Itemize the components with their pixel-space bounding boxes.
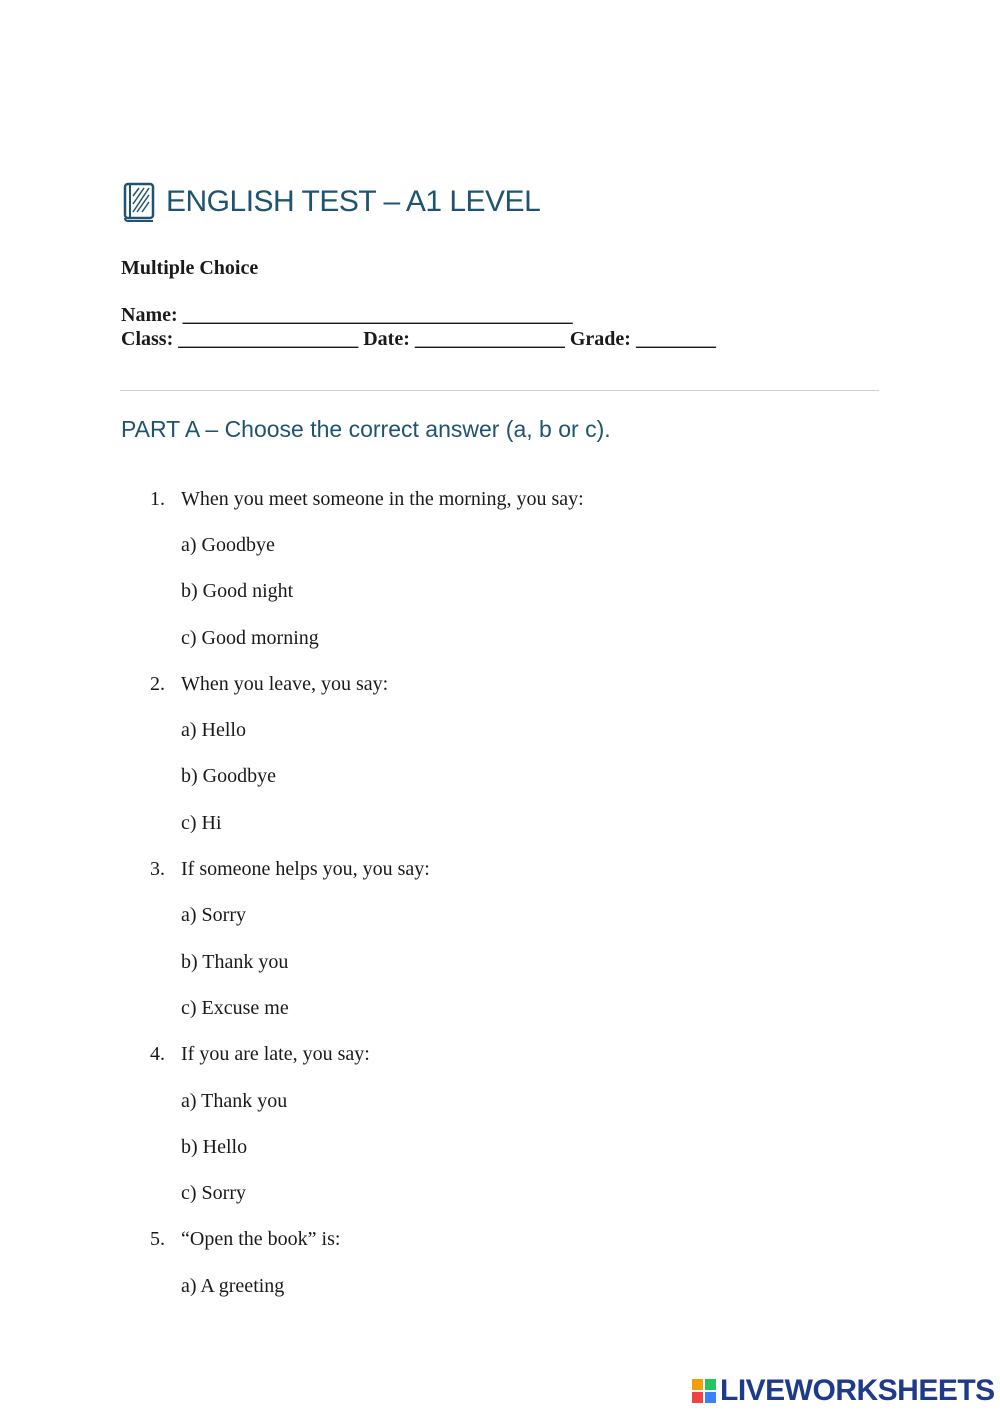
question-row [150, 661, 584, 707]
question-number: 4. [150, 1043, 165, 1066]
answer-option[interactable]: b) Hello [181, 1135, 248, 1158]
answer-option[interactable]: a) Sorry [181, 904, 246, 927]
page-title: ENGLISH TEST – A1 LEVEL [166, 185, 541, 218]
answer-option[interactable]: b) Goodbye [181, 765, 276, 788]
answer-option[interactable]: a) Goodbye [181, 533, 275, 556]
liveworksheets-logo [692, 1374, 995, 1408]
question-number: 3. [150, 858, 165, 881]
question-5 [150, 1217, 584, 1310]
question-number: 5. [150, 1228, 165, 1251]
book-icon [122, 182, 156, 222]
answer-option[interactable]: c) Good morning [181, 626, 319, 649]
question-number: 1. [150, 487, 165, 510]
class-date-grade-line[interactable]: Class: __________________ Date: _______________ Grade: ________ [121, 328, 716, 350]
question-text: When you meet someone in the morning, you say: [181, 487, 584, 510]
answer-option[interactable]: a) Hello [181, 719, 246, 742]
question-3 [150, 846, 584, 1031]
name-field-line[interactable]: Name: _______________________________________ [121, 304, 573, 326]
question-text: If someone helps you, you say: [181, 858, 430, 881]
answer-option[interactable]: c) Hi [181, 811, 222, 834]
question-text: If you are late, you say: [181, 1043, 370, 1066]
question-row [150, 1032, 584, 1078]
question-4 [150, 1032, 584, 1217]
question-row [150, 476, 584, 522]
answer-option[interactable]: b) Thank you [181, 950, 289, 973]
answer-option[interactable]: b) Good night [181, 580, 294, 603]
liveworksheets-logo-icon [692, 1379, 716, 1403]
question-text: When you leave, you say: [181, 672, 389, 695]
question-row [150, 846, 584, 892]
student-info-fields [121, 303, 716, 351]
test-title [122, 182, 540, 222]
part-a-heading: PART A – Choose the correct answer (a, b or c). [121, 416, 611, 442]
question-number: 2. [150, 672, 165, 695]
logo-text: LIVEWORKSHEETS [720, 1374, 995, 1407]
test-subtitle: Multiple Choice [121, 257, 259, 279]
answer-option[interactable]: c) Sorry [181, 1182, 246, 1205]
question-text: “Open the book” is: [181, 1228, 341, 1251]
question-row [150, 1217, 584, 1263]
question-1 [150, 476, 584, 661]
section-divider [120, 390, 879, 391]
answer-option[interactable]: c) Excuse me [181, 996, 289, 1019]
answer-option[interactable]: a) Thank you [181, 1089, 288, 1112]
answer-option[interactable]: a) A greeting [181, 1274, 285, 1297]
question-list [150, 476, 584, 1309]
question-2 [150, 661, 584, 846]
